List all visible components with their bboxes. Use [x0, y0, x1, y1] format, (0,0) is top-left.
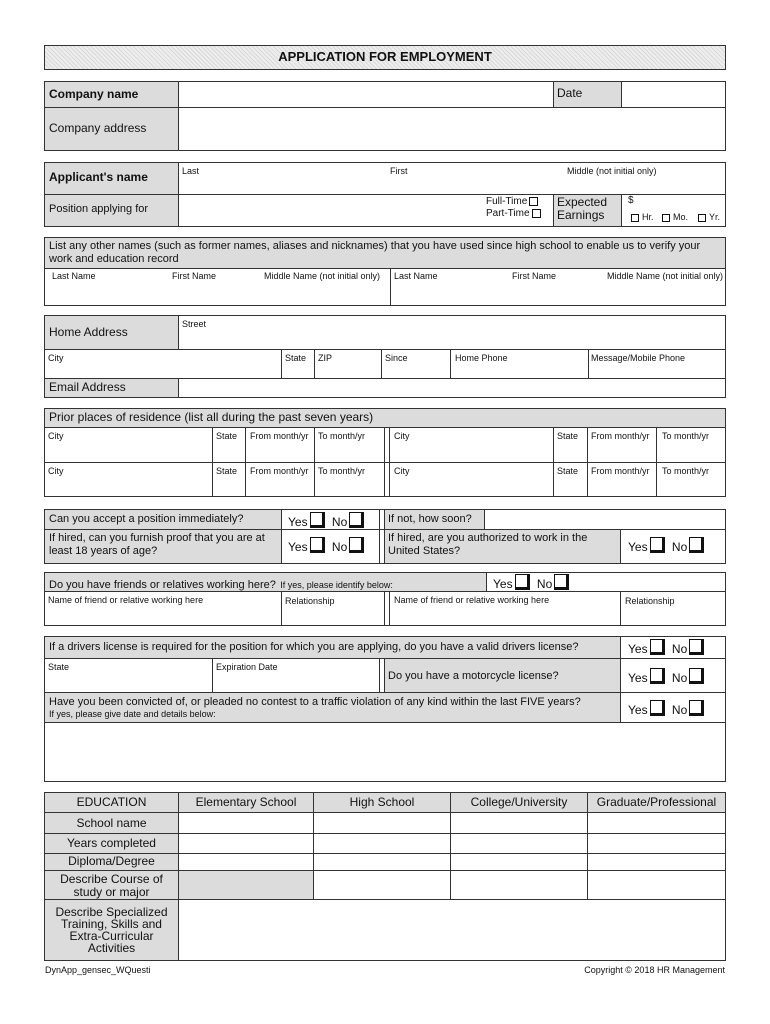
- company-address-field[interactable]: [179, 108, 725, 150]
- authorized-no-label: No: [671, 540, 688, 554]
- zip-caption: ZIP: [318, 353, 333, 363]
- proof-age-yes-label: Yes: [288, 540, 308, 554]
- motorcycle-no-checkbox[interactable]: [689, 668, 704, 684]
- email-field[interactable]: [179, 379, 725, 397]
- since-caption: Since: [385, 353, 408, 363]
- prior-from-caption-4: From month/yr: [591, 466, 650, 476]
- prior-state-caption-1: State: [216, 431, 238, 441]
- prior-city-caption-2: City: [394, 431, 410, 441]
- convicted-question: Have you been convicted of, or pleaded no contest to a traffic violation of any kind within the last FIVE years?: [49, 696, 581, 708]
- part-time-checkbox[interactable]: [532, 209, 541, 218]
- drivers-license-question: If a drivers license is required for the position for which you are applying, do you have a valid drivers license?: [49, 641, 579, 653]
- email-label: Email Address: [49, 380, 126, 394]
- hr-checkbox[interactable]: [631, 214, 639, 222]
- education-row-years: Years completed: [67, 836, 156, 850]
- prior-state-caption-3: State: [216, 466, 238, 476]
- prior-from-caption-2: From month/yr: [591, 431, 650, 441]
- friend-relationship-caption-1: Relationship: [285, 596, 335, 606]
- friend-relationship-field-1[interactable]: [282, 607, 383, 625]
- form-title: APPLICATION FOR EMPLOYMENT: [278, 49, 492, 64]
- home-address-label: Home Address: [49, 325, 128, 339]
- immediately-question: Can you accept a position immediately?: [49, 513, 244, 525]
- other-names-field-2[interactable]: [391, 283, 725, 305]
- motorcycle-yes-label: Yes: [628, 671, 648, 685]
- other-first-name-caption-2: First Name: [512, 271, 557, 281]
- friends-yes-label: Yes: [493, 577, 513, 591]
- expected-earnings-label: Expected Earnings: [557, 195, 608, 222]
- other-last-name-caption: Last Name: [52, 271, 96, 281]
- position-field[interactable]: [179, 195, 479, 226]
- prior-from-caption-3: From month/yr: [250, 466, 309, 476]
- immediately-yes-checkbox[interactable]: [310, 512, 325, 528]
- prior-to-caption-2: To month/yr: [662, 431, 710, 441]
- friends-yes-checkbox[interactable]: [515, 574, 530, 590]
- education-row-school-name: School name: [76, 816, 147, 830]
- prior-to-caption-1: To month/yr: [318, 431, 366, 441]
- home-phone-field[interactable]: [451, 364, 587, 377]
- prior-to-caption-3: To month/yr: [318, 466, 366, 476]
- other-names-instruction: List any other names (such as former names, aliases and nicknames) that you have used since high school to enable us to verify your work and education record: [49, 240, 701, 265]
- drivers-yes-checkbox[interactable]: [650, 639, 665, 655]
- company-address-label: Company address: [49, 121, 147, 135]
- full-time-label: Full-Time: [486, 196, 528, 207]
- prior-city-caption-4: City: [394, 466, 410, 476]
- other-middle-name-caption-2: Middle Name (not initial only): [607, 271, 724, 281]
- company-name-label: Company name: [49, 87, 139, 101]
- motorcycle-yes-checkbox[interactable]: [650, 668, 665, 684]
- hr-label: Hr.: [642, 212, 654, 222]
- special-training-field[interactable]: [179, 900, 725, 960]
- education-col-elementary: Elementary School: [195, 795, 297, 809]
- friends-no-label: No: [536, 577, 553, 591]
- education-col-college: College/University: [470, 795, 568, 809]
- friend-relationship-field-2[interactable]: [621, 607, 725, 625]
- prior-city-caption-1: City: [48, 431, 64, 441]
- friends-question: Do you have friends or relatives working here?: [49, 579, 276, 591]
- yr-label: Yr.: [709, 212, 721, 222]
- city-field[interactable]: [45, 364, 280, 377]
- drivers-no-label: No: [671, 642, 688, 656]
- prior-from-caption-1: From month/yr: [250, 431, 309, 441]
- since-field[interactable]: [382, 364, 449, 377]
- education-heading: EDUCATION: [76, 795, 147, 809]
- immediately-no-label: No: [331, 515, 348, 529]
- last-name-caption: Last: [182, 166, 200, 176]
- convicted-details-field[interactable]: [45, 723, 725, 781]
- proof-age-question: If hired, can you furnish proof that you are at least 18 years of age?: [49, 532, 265, 557]
- education-grid-fields[interactable]: [179, 813, 725, 899]
- city-caption: City: [48, 353, 64, 363]
- applicant-name-field[interactable]: [179, 177, 725, 193]
- license-expiration-field[interactable]: [213, 673, 378, 691]
- footer-copyright: Copyright © 2018 HR Management: [584, 965, 725, 975]
- friend-relationship-caption-2: Relationship: [625, 596, 675, 606]
- convicted-details-caption: If yes, please give date and details below:: [49, 709, 216, 719]
- friend-name-field-2[interactable]: [390, 607, 619, 625]
- convicted-yes-checkbox[interactable]: [650, 700, 665, 716]
- mo-checkbox[interactable]: [662, 214, 670, 222]
- license-state-caption: State: [48, 662, 70, 672]
- state-field[interactable]: [282, 364, 313, 377]
- immediately-yes-label: Yes: [288, 515, 308, 529]
- first-name-caption: First: [390, 166, 408, 176]
- proof-age-no-label: No: [331, 540, 348, 554]
- date-label: Date: [557, 86, 583, 100]
- prior-state-caption-2: State: [557, 431, 579, 441]
- convicted-no-label: No: [671, 703, 688, 717]
- drivers-no-checkbox[interactable]: [689, 639, 704, 655]
- yr-checkbox[interactable]: [698, 214, 706, 222]
- street-field[interactable]: [179, 330, 725, 348]
- proof-age-no-checkbox[interactable]: [349, 537, 364, 553]
- other-first-name-caption: First Name: [172, 271, 217, 281]
- proof-age-yes-checkbox[interactable]: [310, 537, 325, 553]
- how-soon-field[interactable]: [485, 510, 725, 528]
- date-field[interactable]: [622, 82, 725, 106]
- prior-residence-row-1[interactable]: [45, 443, 725, 461]
- prior-to-caption-4: To month/yr: [662, 466, 710, 476]
- convicted-yes-label: Yes: [628, 703, 648, 717]
- home-phone-caption: Home Phone: [455, 353, 508, 363]
- authorized-yes-checkbox[interactable]: [650, 537, 665, 553]
- footer-form-id: DynApp_gensec_WQuesti: [45, 965, 151, 975]
- position-label: Position applying for: [49, 203, 149, 215]
- education-row-special: Describe Specialized Training, Skills and Extra-Curricular Activities: [55, 905, 168, 955]
- authorized-no-checkbox[interactable]: [689, 537, 704, 553]
- education-row-course: Describe Course of study or major: [60, 872, 163, 899]
- street-caption: Street: [182, 319, 207, 329]
- zip-field[interactable]: [315, 364, 380, 377]
- friends-no-checkbox[interactable]: [554, 574, 569, 590]
- friend-name-caption-2: Name of friend or relative working here: [394, 595, 550, 605]
- authorized-question: If hired, are you authorized to work in the United States?: [388, 532, 588, 557]
- friend-name-caption-1: Name of friend or relative working here: [48, 595, 204, 605]
- how-soon-label: If not, how soon?: [388, 513, 472, 525]
- license-state-field[interactable]: [45, 673, 211, 691]
- prior-residence-row-2[interactable]: [45, 478, 725, 496]
- mobile-phone-caption: Message/Mobile Phone: [591, 353, 686, 363]
- education-row-diploma: Diploma/Degree: [68, 854, 155, 868]
- mobile-phone-field[interactable]: [589, 364, 725, 377]
- other-last-name-caption-2: Last Name: [394, 271, 438, 281]
- prior-state-caption-4: State: [557, 466, 579, 476]
- company-name-field[interactable]: [179, 82, 552, 106]
- mo-label: Mo.: [673, 212, 689, 222]
- other-middle-name-caption: Middle Name (not initial only): [264, 271, 381, 281]
- friends-identify: If yes, please identify below:: [280, 580, 393, 590]
- license-expiration-caption: Expiration Date: [216, 662, 278, 672]
- prior-city-caption-3: City: [48, 466, 64, 476]
- convicted-no-checkbox[interactable]: [689, 700, 704, 716]
- authorized-yes-label: Yes: [628, 540, 648, 554]
- prior-residence-heading: Prior places of residence (list all during the past seven years): [49, 410, 374, 424]
- applicant-name-label: Applicant's name: [49, 170, 148, 184]
- education-col-high-school: High School: [349, 795, 415, 809]
- motorcycle-no-label: No: [671, 671, 688, 685]
- state-caption: State: [285, 353, 307, 363]
- friend-name-field-1[interactable]: [45, 607, 280, 625]
- middle-name-caption: Middle (not initial only): [567, 166, 657, 176]
- other-names-field-1[interactable]: [45, 283, 389, 305]
- part-time-label: Part-Time: [486, 208, 530, 219]
- education-col-graduate: Graduate/Professional: [596, 795, 717, 809]
- full-time-checkbox[interactable]: [529, 197, 538, 206]
- dollar-sign: $: [628, 195, 634, 206]
- motorcycle-question: Do you have a motorcycle license?: [388, 670, 559, 682]
- immediately-no-checkbox[interactable]: [349, 512, 364, 528]
- drivers-yes-label: Yes: [628, 642, 648, 656]
